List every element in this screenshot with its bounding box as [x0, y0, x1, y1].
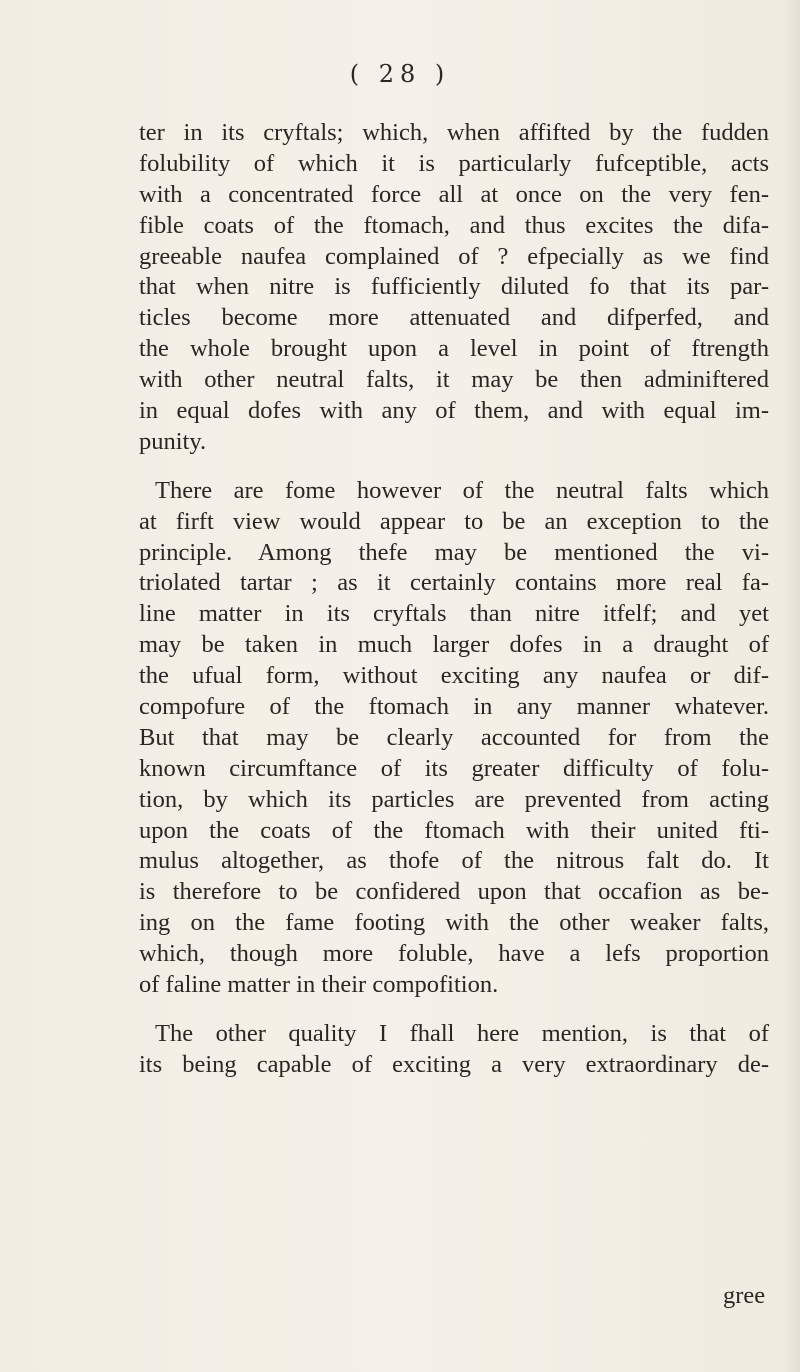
text-line: in equal dofes with any of them, and with equal im-: [139, 397, 769, 425]
text-line: the whole brought upon a level in point of ftrength: [139, 335, 769, 363]
text-line: The other quality I fhall here mention, is that of: [155, 1019, 769, 1047]
text-line: fible coats of the ftomach, and thus excites the difa-: [139, 211, 769, 239]
paragraph-2: [139, 476, 769, 1001]
text-line: triolated tartar ; as it certainly contains more real fa-: [139, 569, 769, 597]
text-line: of faline matter in their compofition.: [139, 971, 499, 999]
text-line: its being capable of exciting a very extraordinary de-: [139, 1050, 769, 1078]
text-line: with other neutral falts, it may be then adminiftered: [139, 366, 769, 394]
paragraph-gap: [139, 458, 769, 476]
text-line: upon the coats of the ftomach with their united fti-: [139, 816, 769, 844]
text-line: at firft view would appear to be an exception to the: [139, 507, 769, 535]
text-line: line matter in its cryftals than nitre itfelf; and yet: [139, 600, 769, 628]
text-line: ing on the fame footing with the other weaker falts,: [139, 909, 769, 937]
text-line: which, though more foluble, have a lefs proportion: [139, 940, 769, 968]
text-line: tion, by which its particles are prevented from acting: [139, 785, 769, 813]
text-line: compofure of the ftomach in any manner whatever.: [139, 693, 769, 721]
text-line: principle. Among thefe may be mentioned the vi-: [139, 538, 769, 566]
text-line: punity.: [139, 427, 207, 455]
body-text: [139, 118, 769, 1081]
paragraph-3: [139, 1019, 769, 1081]
text-line: greeable naufea complained of ? efpecially as we find: [139, 242, 769, 270]
paragraph-gap: [139, 1001, 769, 1019]
text-line: is therefore to be confidered upon that occafion as be-: [139, 878, 769, 906]
text-line: ticles become more attenuated and difperfed, and: [139, 304, 769, 332]
text-line: folubility of which it is particularly fufceptible, acts: [139, 149, 769, 177]
text-line: There are fome however of the neutral falts which: [155, 476, 769, 504]
page-edge-shadow: [782, 0, 800, 1372]
text-line: the ufual form, without exciting any naufea or dif-: [139, 662, 769, 690]
text-line: known circumftance of its greater difficulty of folu-: [139, 754, 769, 782]
text-line: may be taken in much larger dofes in a draught of: [139, 631, 769, 659]
text-line: with a concentrated force all at once on the very fen-: [139, 180, 769, 208]
paragraph-1: [139, 118, 769, 458]
text-line: mulus altogether, as thofe of the nitrous falt do. It: [139, 847, 769, 875]
text-line: ter in its cryftals; which, when affifted by the fudden: [139, 119, 769, 146]
text-line: But that may be clearly accounted for from the: [139, 723, 769, 751]
text-line: that when nitre is fufficiently diluted fo that its par-: [139, 273, 769, 301]
page-number: ( 28 ): [349, 60, 451, 88]
catchword: gree: [723, 1282, 766, 1309]
